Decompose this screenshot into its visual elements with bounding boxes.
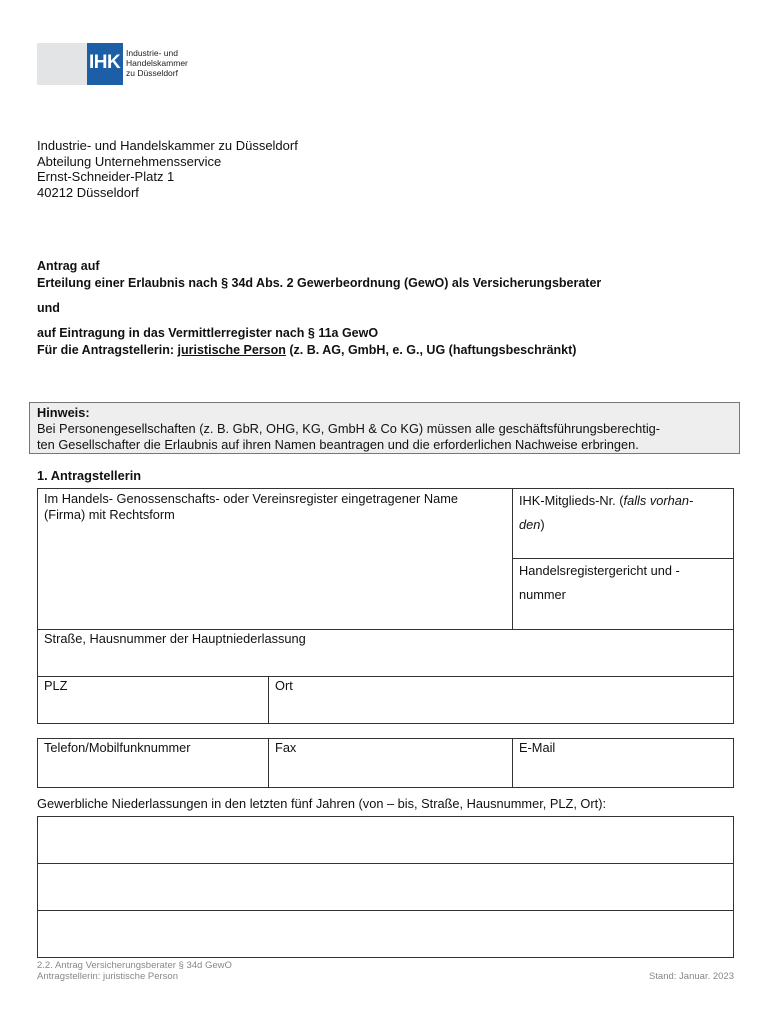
title-and: und xyxy=(37,301,60,315)
fax-label: Fax xyxy=(275,740,297,755)
street-field[interactable] xyxy=(37,629,734,677)
footer-left xyxy=(37,960,232,982)
title-line4-underlined: juristische Person xyxy=(177,343,286,357)
footer-left-line1: 2.2. Antrag Versicherungsberater § 34d GewO xyxy=(37,960,232,971)
hint-line1: Bei Personengesellschaften (z. B. GbR, OHG, KG, GmbH & Co KG) müssen alle geschäftsführungsberechtig- xyxy=(37,421,661,436)
ihk-member-number-label xyxy=(519,489,727,537)
ihk-member-number-field[interactable] xyxy=(512,488,734,559)
email-field[interactable] xyxy=(512,738,734,788)
address-line4: 40212 Düsseldorf xyxy=(37,184,139,200)
title-line4-suffix: (z. B. AG, GmbH, e. G., UG (haftungsbeschränkt) xyxy=(285,343,577,357)
branch-row[interactable] xyxy=(37,863,734,911)
ihk-label-a: IHK-Mitglieds-Nr. ( xyxy=(519,493,624,508)
hint-heading: Hinweis: xyxy=(37,405,90,420)
title-line3: auf Eintragung in das Vermittlerregister nach § 11a GewO xyxy=(37,326,379,340)
footer-right: Stand: Januar. 2023 xyxy=(648,971,734,982)
address-line1: Industrie- und Handelskammer zu Düsseldorf xyxy=(37,138,298,153)
branch-row[interactable] xyxy=(37,816,734,864)
phone-field[interactable] xyxy=(37,738,269,788)
address-line3: Ernst-Schneider-Platz 1 xyxy=(37,169,175,184)
plz-field[interactable] xyxy=(37,676,269,724)
title-line1: Antrag auf xyxy=(37,259,100,273)
title-line2: Erteilung einer Erlaubnis nach § 34d Abs. 2 Gewerbeordnung (GewO) als Versicherungsberater xyxy=(37,276,602,290)
logo-mark: IHK xyxy=(89,52,121,73)
ihk-label-italic2: den xyxy=(519,517,541,532)
address-line2: Abteilung Unternehmensservice xyxy=(37,153,222,169)
logo-text-line1: Industrie- und Handelskammer xyxy=(126,48,188,68)
logo-text-line2: zu Düsseldorf xyxy=(126,68,178,78)
email-label: E-Mail xyxy=(519,740,556,755)
register-court-field[interactable] xyxy=(512,558,734,630)
section-heading: 1. Antragstellerin xyxy=(37,468,142,483)
company-name-label: Im Handels- Genossenschafts- oder Vereinsregister eingetragener Name (Firma) mit Rechtsform xyxy=(44,491,458,522)
title-line4-prefix: Für die Antragstellerin: xyxy=(37,343,178,357)
register-label-line1: Handelsregistergericht und - xyxy=(519,563,680,578)
ihk-label-italic1: falls vorhan- xyxy=(623,493,694,508)
branch-row[interactable] xyxy=(37,910,734,958)
hint-line2: ten Gesellschafter die Erlaubnis auf ihren Namen beantragen und die erforderlichen Nachweise erbringen. xyxy=(37,437,639,452)
street-label: Straße, Hausnummer der Hauptniederlassung xyxy=(44,631,306,646)
fax-field[interactable] xyxy=(268,738,513,788)
hint-box xyxy=(29,402,740,454)
company-name-field[interactable] xyxy=(37,488,513,630)
recipient-address xyxy=(37,138,298,200)
ihk-label-b: ) xyxy=(540,517,545,532)
ihk-logo xyxy=(37,43,237,85)
ort-label: Ort xyxy=(275,678,293,693)
register-label-line2: nummer xyxy=(519,587,566,602)
plz-label: PLZ xyxy=(44,678,68,693)
branches-label: Gewerbliche Niederlassungen in den letzten fünf Jahren (von – bis, Straße, Hausnummer, PLZ, Ort): xyxy=(37,796,607,811)
ort-field[interactable] xyxy=(268,676,734,724)
phone-label: Telefon/Mobilfunknummer xyxy=(44,740,191,755)
title-line4 xyxy=(37,343,576,357)
footer-left-line2: Antragstellerin: juristische Person xyxy=(37,971,178,982)
logo-text xyxy=(126,48,241,78)
